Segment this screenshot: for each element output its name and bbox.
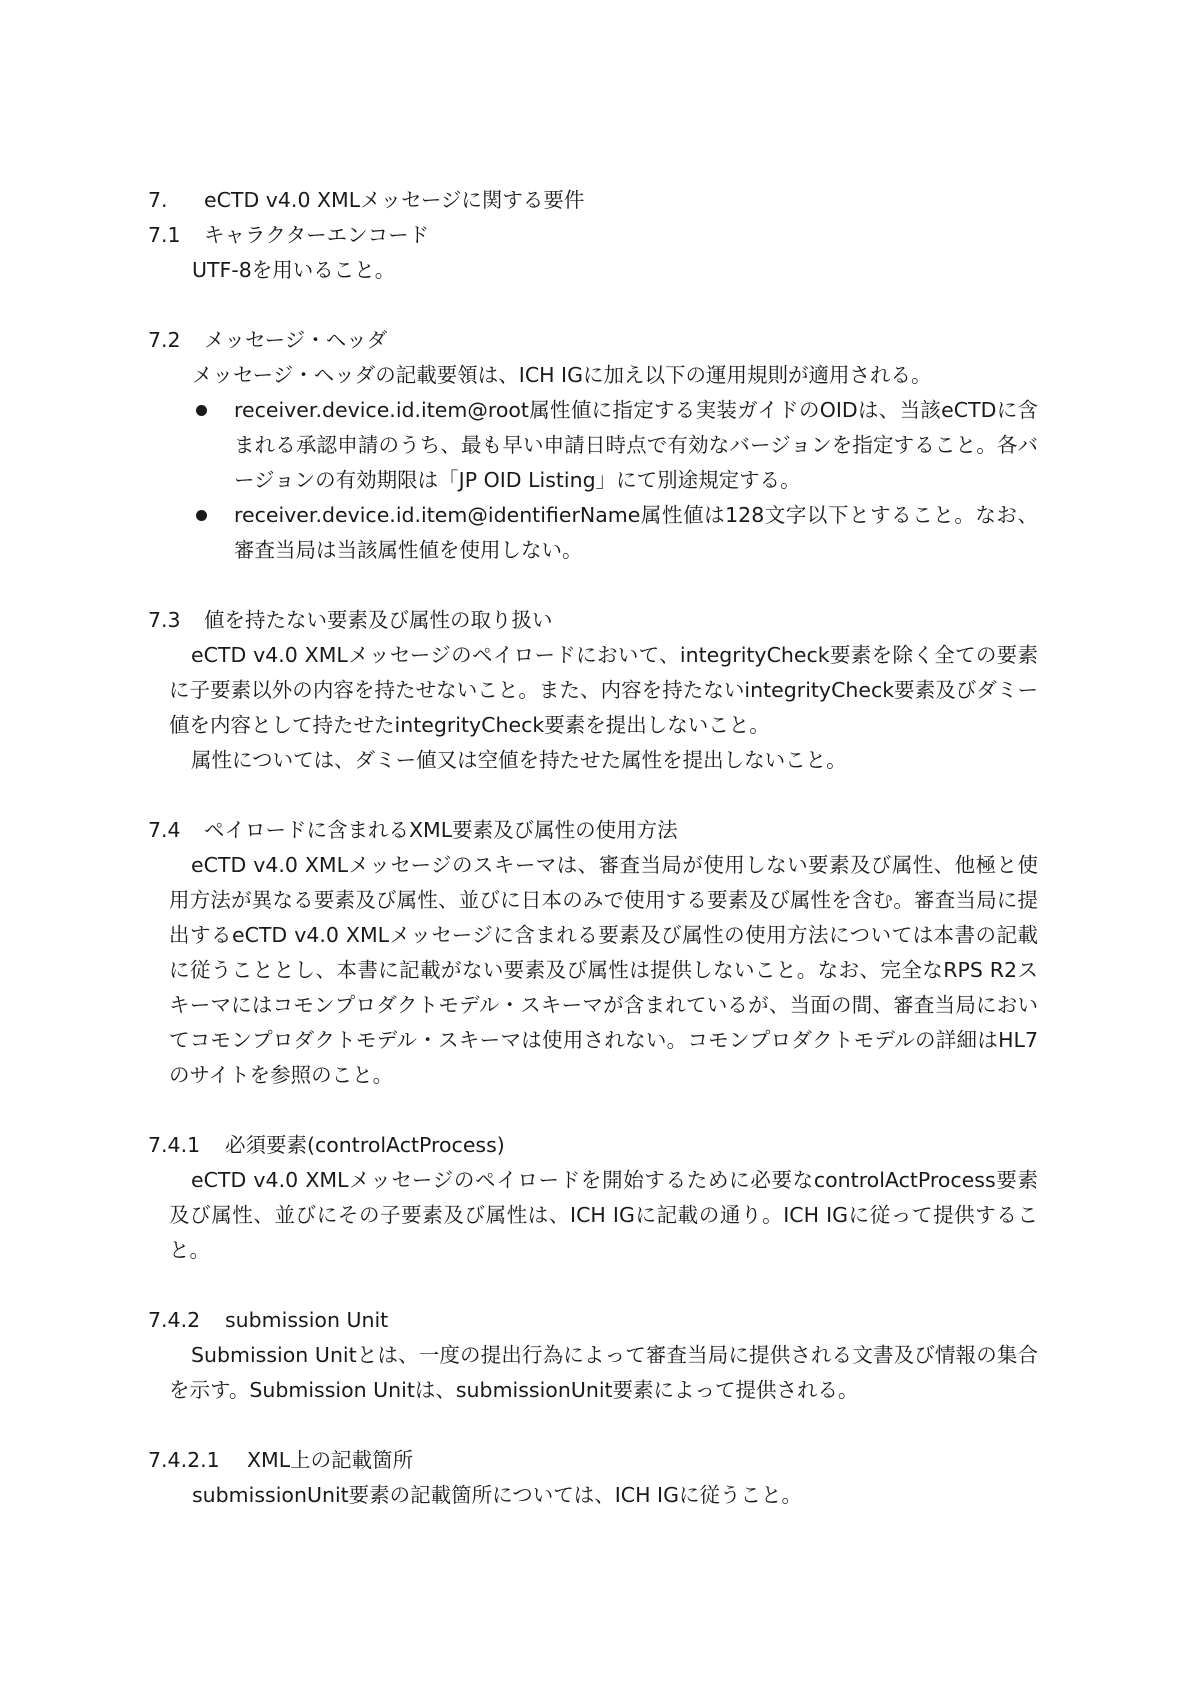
section-title: 値を持たない要素及び属性の取り扱い	[204, 608, 553, 632]
section-number: 7.4.2.1	[148, 1448, 220, 1472]
section-heading-7-4-2-1	[148, 1443, 1038, 1478]
section-number: 7.	[148, 188, 168, 212]
spacer	[148, 568, 1038, 603]
section-title: submission Unit	[225, 1308, 389, 1332]
spacer	[148, 1408, 1038, 1443]
section-heading-7	[148, 183, 1038, 218]
section-heading-7-2	[148, 323, 1038, 358]
section-7-4-2-1-body: submissionUnit要素の記載箇所については、ICH IGに従うこと。	[192, 1483, 802, 1507]
section-number: 7.2	[148, 328, 181, 352]
section-7-4-2-paragraph: Submission Unitとは、一度の提出行為によって審査当局に提供される文書及び情報の集合を示す。Submission Unitは、submissionUnit要素によって提供される。	[169, 1343, 1038, 1402]
section-heading-7-1	[148, 218, 1038, 253]
section-number: 7.4.2	[148, 1308, 201, 1332]
section-heading-7-3	[148, 603, 1038, 638]
section-7-2-intro: メッセージ・ヘッダの記載要領は、ICH IGに加え以下の運用規則が適用される。	[192, 363, 932, 387]
section-7-4-paragraph: eCTD v4.0 XMLメッセージのスキーマは、審査当局が使用しない要素及び属性、他極と使用方法が異なる要素及び属性、並びに日本のみで使用する要素及び属性を含む。審査当局に提出するeCTD v4.0 XMLメッセージに含まれる要素及び属性の使用方法については本書の記載に従うこととし、本書に記載がない要素及び属性は提供しないこと。なお、完全なRPS R2スキーマにはコモンプロダクトモデル・スキーマが含まれているが、当面の間、審査当局においてコモンプロダクトモデル・スキーマは使用されない。コモンプロダクトモデルの詳細はHL7のサイトを参照のこと。	[169, 853, 1038, 1087]
bullet-icon	[196, 510, 207, 521]
spacer	[148, 288, 1038, 323]
list-item-text: receiver.device.id.item@root属性値に指定する実装ガイドのOIDは、当該eCTDに含まれる承認申請のうち、最も早い申請日時点で有効なバージョンを指定すること。各バージョンの有効期限は「JP OID Listing」にて別途規定する。	[234, 398, 1038, 492]
spacer	[148, 1093, 1038, 1128]
section-7-3-paragraph-2: 属性については、ダミー値又は空値を持たせた属性を提出しないこと。	[191, 748, 847, 772]
section-number: 7.4	[148, 818, 181, 842]
section-title: キャラクターエンコード	[204, 223, 430, 247]
section-7-1-body: UTF-8を用いること。	[192, 258, 396, 282]
section-heading-7-4-1	[148, 1128, 1038, 1163]
section-heading-7-4-2	[148, 1303, 1038, 1338]
spacer	[148, 1268, 1038, 1303]
document-body	[148, 183, 1038, 1513]
section-title: ペイロードに含まれるXML要素及び属性の使用方法	[204, 818, 678, 842]
section-7-2-bullet-list	[148, 393, 1038, 568]
section-title: eCTD v4.0 XMLメッセージに関する要件	[204, 188, 585, 212]
section-number: 7.1	[148, 223, 181, 247]
section-number: 7.3	[148, 608, 181, 632]
section-7-4-1-paragraph: eCTD v4.0 XMLメッセージのペイロードを開始するために必要なcontrolActProcess要素及び属性、並びにその子要素及び属性は、ICH IGに記載の通り。ICH IGに従って提供すること。	[169, 1168, 1038, 1262]
section-7-3-paragraph-1: eCTD v4.0 XMLメッセージのペイロードにおいて、integrityCheck要素を除く全ての要素に子要素以外の内容を持たせないこと。また、内容を持たないintegrityCheck要素及びダミー値を内容として持たせたintegrityCheck要素を提出しないこと。	[169, 643, 1038, 737]
section-title: XML上の記載箇所	[247, 1448, 414, 1472]
list-item	[148, 498, 1038, 568]
bullet-icon	[196, 405, 207, 416]
section-title: 必須要素(controlActProcess)	[225, 1133, 505, 1157]
list-item-text: receiver.device.id.item@identifierName属性値は128文字以下とすること。なお、審査当局は当該属性値を使用しない。	[234, 503, 1038, 562]
spacer	[148, 778, 1038, 813]
section-title: メッセージ・ヘッダ	[204, 328, 388, 352]
section-number: 7.4.1	[148, 1133, 201, 1157]
section-heading-7-4	[148, 813, 1038, 848]
list-item	[148, 393, 1038, 498]
